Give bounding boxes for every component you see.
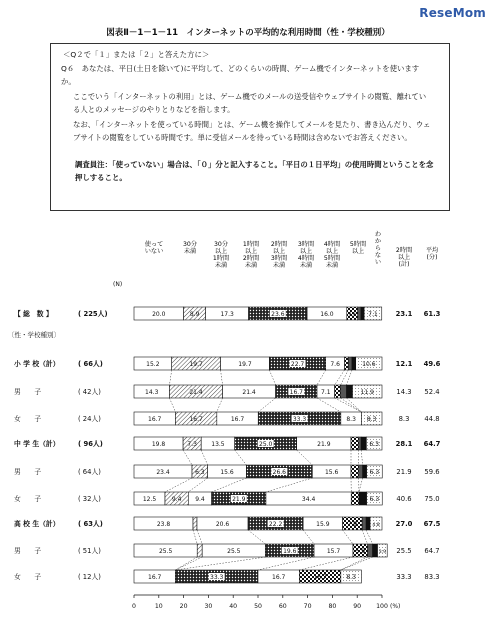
over2h-value: 8.3 <box>398 415 410 423</box>
data-label: 11.9 <box>360 389 374 396</box>
row-label: 小 学 校（計） <box>14 360 60 368</box>
data-label: 21.9 <box>232 496 246 503</box>
x-tick-label: 90 <box>353 603 362 610</box>
row-n: ( 64人) <box>78 468 101 476</box>
section-label: 〔性・学校種別〕 <box>8 331 60 339</box>
bar-segment <box>335 385 341 398</box>
data-label: 21.9 <box>317 441 331 448</box>
row-label: 女 子 <box>14 415 42 423</box>
data-label: 20.0 <box>152 311 166 318</box>
connector-line <box>335 370 345 385</box>
category-header: 30分以上 1時間未満 <box>212 241 230 269</box>
bar-segment <box>359 465 363 478</box>
avg-value: 67.5 <box>423 520 441 528</box>
connector-line <box>217 398 223 412</box>
data-label: 16.7 <box>313 574 327 581</box>
row-label: 女 子 <box>14 573 42 581</box>
data-label: 20.6 <box>215 521 230 528</box>
data-label: 16.7 <box>230 416 245 423</box>
row-label: 高 校 生（計） <box>14 520 60 528</box>
connector-line <box>297 450 313 465</box>
data-label: 25.5 <box>227 548 241 555</box>
data-label: 9.4 <box>195 496 205 503</box>
connector-line <box>221 370 223 385</box>
row-label: 中 学 生（計） <box>14 440 60 448</box>
over2h-value: 27.0 <box>395 520 413 528</box>
over2h-value: 33.3 <box>396 573 412 581</box>
definition-usage-time: なお、「インターネットを使っている時間」とは、ゲーム機を操作してメールを見たり、書き込んだり、ウェブサイトの閲覧をしている時間です。単に受信メールを待っている時間は含めないでお答えください。 <box>73 120 431 142</box>
data-label: 7.6 <box>330 361 340 368</box>
data-label: 7.3 <box>187 441 197 448</box>
data-label: 10.6 <box>362 361 376 368</box>
data-label: 23.6 <box>271 311 285 318</box>
connector-line <box>362 530 367 544</box>
x-tick-label: 20 <box>179 603 188 610</box>
data-label: 17.3 <box>220 311 234 318</box>
data-label: 9.4 <box>171 496 182 503</box>
data-label: 7.1 <box>368 311 378 318</box>
data-label: 25.5 <box>158 548 173 555</box>
row-label: 男 子 <box>14 547 42 555</box>
site-logo: ReseMom <box>419 6 486 20</box>
connector-line <box>193 530 197 544</box>
bar-segment <box>366 517 370 530</box>
data-label: 6.3 <box>369 441 379 448</box>
data-label: 33.3 <box>210 574 224 581</box>
category-header: 4時間以上 5時間未満 <box>323 241 341 269</box>
x-unit-label: (%) <box>390 603 401 610</box>
over2h-value: 40.6 <box>396 495 412 503</box>
connector-line <box>341 557 373 570</box>
row-n: ( 96人) <box>78 440 103 448</box>
connector-line <box>347 370 352 385</box>
data-label: 7.9 <box>347 521 358 528</box>
surveyor-note: 調査員注：「使っていない」場合は、「０」分と記入すること。「平日の１日平均」の使用時間ということを念押しすること。 <box>75 160 434 182</box>
connector-line <box>183 450 192 465</box>
connector-line <box>258 398 275 412</box>
avg-value: 59.6 <box>424 468 440 476</box>
data-label: 16.7 <box>148 574 162 581</box>
col-2h-header: 2時間以上(計) <box>395 247 413 268</box>
bar-segment <box>363 465 367 478</box>
connector-line <box>248 530 265 544</box>
bar-segment <box>351 437 359 450</box>
n-label: (N) <box>113 281 123 288</box>
data-label: 7.1 <box>321 389 331 396</box>
avg-value: 44.8 <box>424 415 440 423</box>
data-label: 14.3 <box>145 389 159 396</box>
category-header: 使っていない <box>144 241 164 255</box>
avg-value: 49.6 <box>423 360 441 368</box>
connector-line <box>212 478 247 492</box>
data-label: 33.3 <box>292 416 307 423</box>
bar-segment <box>359 492 367 505</box>
avg-value: 83.3 <box>424 573 440 581</box>
data-label: 6.3 <box>195 469 205 476</box>
connector-line <box>347 398 362 412</box>
x-tick-label: 80 <box>328 603 337 610</box>
connector-line <box>175 557 197 570</box>
connector-line <box>258 557 314 570</box>
avg-value: 64.7 <box>424 547 440 555</box>
row-label: 男 子 <box>14 388 42 396</box>
bar-segment <box>345 357 349 370</box>
data-label: 15.2 <box>146 361 160 368</box>
col-avg-header: 平均(分) <box>425 247 439 261</box>
connector-line <box>266 478 312 492</box>
over2h-value: 28.1 <box>395 440 413 448</box>
x-tick-label: 40 <box>229 603 238 610</box>
category-header: 5時間以上 <box>349 241 367 255</box>
row-label: 女 子 <box>14 495 42 503</box>
bar-segment <box>373 544 378 557</box>
bar-segment <box>193 517 197 530</box>
bar-segment <box>358 307 361 320</box>
data-label: 16.7 <box>189 416 203 423</box>
data-label: 21.4 <box>242 389 256 396</box>
connector-line <box>317 370 326 385</box>
connector-line <box>169 370 171 385</box>
connector-line <box>165 478 192 492</box>
connector-line <box>359 478 363 492</box>
data-label: 15.7 <box>326 548 341 555</box>
category-header: 3時間以上 4時間未満 <box>297 241 315 269</box>
data-label: 16.7 <box>148 416 162 423</box>
data-label: 23.8 <box>156 521 171 528</box>
data-label: 19.8 <box>151 441 166 448</box>
connector-line <box>361 450 362 465</box>
data-label: 22.2 <box>268 521 283 528</box>
row-n: ( 225人) <box>78 310 108 318</box>
bar-segment <box>341 385 347 398</box>
data-label: 15.6 <box>324 469 339 476</box>
x-tick-label: 30 <box>204 603 213 610</box>
row-n: ( 12人) <box>78 573 101 581</box>
connector-line <box>341 398 362 412</box>
connector-line <box>366 530 372 544</box>
bar-segment <box>361 437 366 450</box>
data-label: 13.5 <box>211 441 225 448</box>
q6-text: あなたは、平日(土日を除いて)に平均して、どのくらいの時間、ゲーム機でインターネットを使いますか。 <box>61 64 420 86</box>
bar-segment <box>361 307 364 320</box>
data-label: 23.4 <box>156 469 170 476</box>
bar-segment <box>352 357 356 370</box>
avg-value: 52.4 <box>424 388 440 396</box>
connector-line <box>317 398 341 412</box>
connector-line <box>341 370 349 385</box>
connector-line <box>303 530 314 544</box>
x-tick-label: 0 <box>132 603 136 610</box>
row-n: ( 66人) <box>78 360 103 368</box>
x-tick-label: 10 <box>154 603 163 610</box>
avg-value: 61.3 <box>423 310 441 318</box>
connector-line <box>175 557 265 570</box>
bar-segment <box>351 492 359 505</box>
connector-line <box>235 450 247 465</box>
data-label: 6.3 <box>369 496 380 503</box>
bar-segment <box>197 544 202 557</box>
row-n: ( 32人) <box>78 495 101 503</box>
category-header: わからない <box>374 231 382 266</box>
over2h-value: 14.3 <box>396 388 412 396</box>
connector-line <box>188 478 207 492</box>
data-label: 8.3 <box>366 416 377 423</box>
x-tick-label: 70 <box>303 603 312 610</box>
bar-segment <box>347 385 353 398</box>
q6-label: Q６ <box>61 64 75 73</box>
bar-segment <box>359 437 361 450</box>
connector-line <box>341 557 368 570</box>
avg-value: 64.7 <box>423 440 441 448</box>
data-label: 12.5 <box>142 496 157 503</box>
row-label: 男 子 <box>14 468 42 476</box>
bar-segment <box>362 517 366 530</box>
connector-line <box>201 450 207 465</box>
row-n: ( 63人) <box>78 520 103 528</box>
data-label: 16.7 <box>272 574 286 581</box>
data-label: 16.0 <box>320 311 334 318</box>
data-label: 16.7 <box>289 389 303 396</box>
data-label: 22.7 <box>290 361 305 368</box>
data-label: 19.7 <box>189 361 203 368</box>
data-label: 19.7 <box>238 361 252 368</box>
bar-segment <box>351 465 359 478</box>
category-header: 2時間以上 3時間未満 <box>270 241 288 269</box>
data-label: 26.6 <box>272 469 287 476</box>
connector-line <box>335 398 362 412</box>
category-header: 30分未満 <box>182 241 198 255</box>
category-header: 1時間以上 2時間未満 <box>242 241 260 269</box>
bar-segment <box>368 544 373 557</box>
data-label: 8.9 <box>189 311 200 318</box>
data-label: 4.4 <box>348 313 356 318</box>
over2h-value: 25.5 <box>396 547 412 555</box>
row-label: 【 総 数 】 <box>14 310 53 318</box>
connector-line <box>197 530 202 544</box>
data-label: 34.4 <box>301 496 316 503</box>
x-tick-label: 100 <box>376 603 388 610</box>
over2h-value: 12.1 <box>395 360 413 368</box>
data-label: 21.4 <box>189 389 203 396</box>
connector-line <box>269 370 275 385</box>
avg-value: 75.0 <box>424 495 440 503</box>
data-label: 5.9 <box>355 548 366 555</box>
data-label: 8.3 <box>346 574 356 581</box>
connector-line <box>169 398 175 412</box>
data-label: 25.0 <box>259 441 273 448</box>
data-label: 15.6 <box>220 469 234 476</box>
connector-line <box>343 530 353 544</box>
row-n: ( 24人) <box>78 415 101 423</box>
data-label: 15.9 <box>316 521 330 528</box>
question-condition: ＜Q２で「１」または「２」と答えた方に＞ <box>63 50 210 59</box>
row-n: ( 42人) <box>78 388 101 396</box>
data-label: 8.3 <box>346 416 356 423</box>
over2h-value: 21.9 <box>396 468 412 476</box>
x-tick-label: 50 <box>254 603 262 610</box>
row-n: ( 51人) <box>78 547 101 555</box>
data-label: 6.3 <box>369 469 380 476</box>
over2h-value: 23.1 <box>395 310 413 318</box>
x-tick-label: 60 <box>278 603 287 610</box>
bar-segment <box>348 357 352 370</box>
connector-line <box>175 557 202 570</box>
data-label: 19.6 <box>283 548 297 555</box>
definition-internet-use: ここでいう「インターネットの利用」とは、ゲーム機でのメールの送受信やウェブサイトの閲覧、離れている人とのメッセージのやりとりなどを指します。 <box>73 92 427 114</box>
data-label: 4.8 <box>372 523 380 528</box>
data-label: 3.9 <box>378 550 387 555</box>
figure-title: 図表Ⅱ－1－1－11 インターネットの平均的な利用時間（性・学校種別） <box>106 28 390 38</box>
